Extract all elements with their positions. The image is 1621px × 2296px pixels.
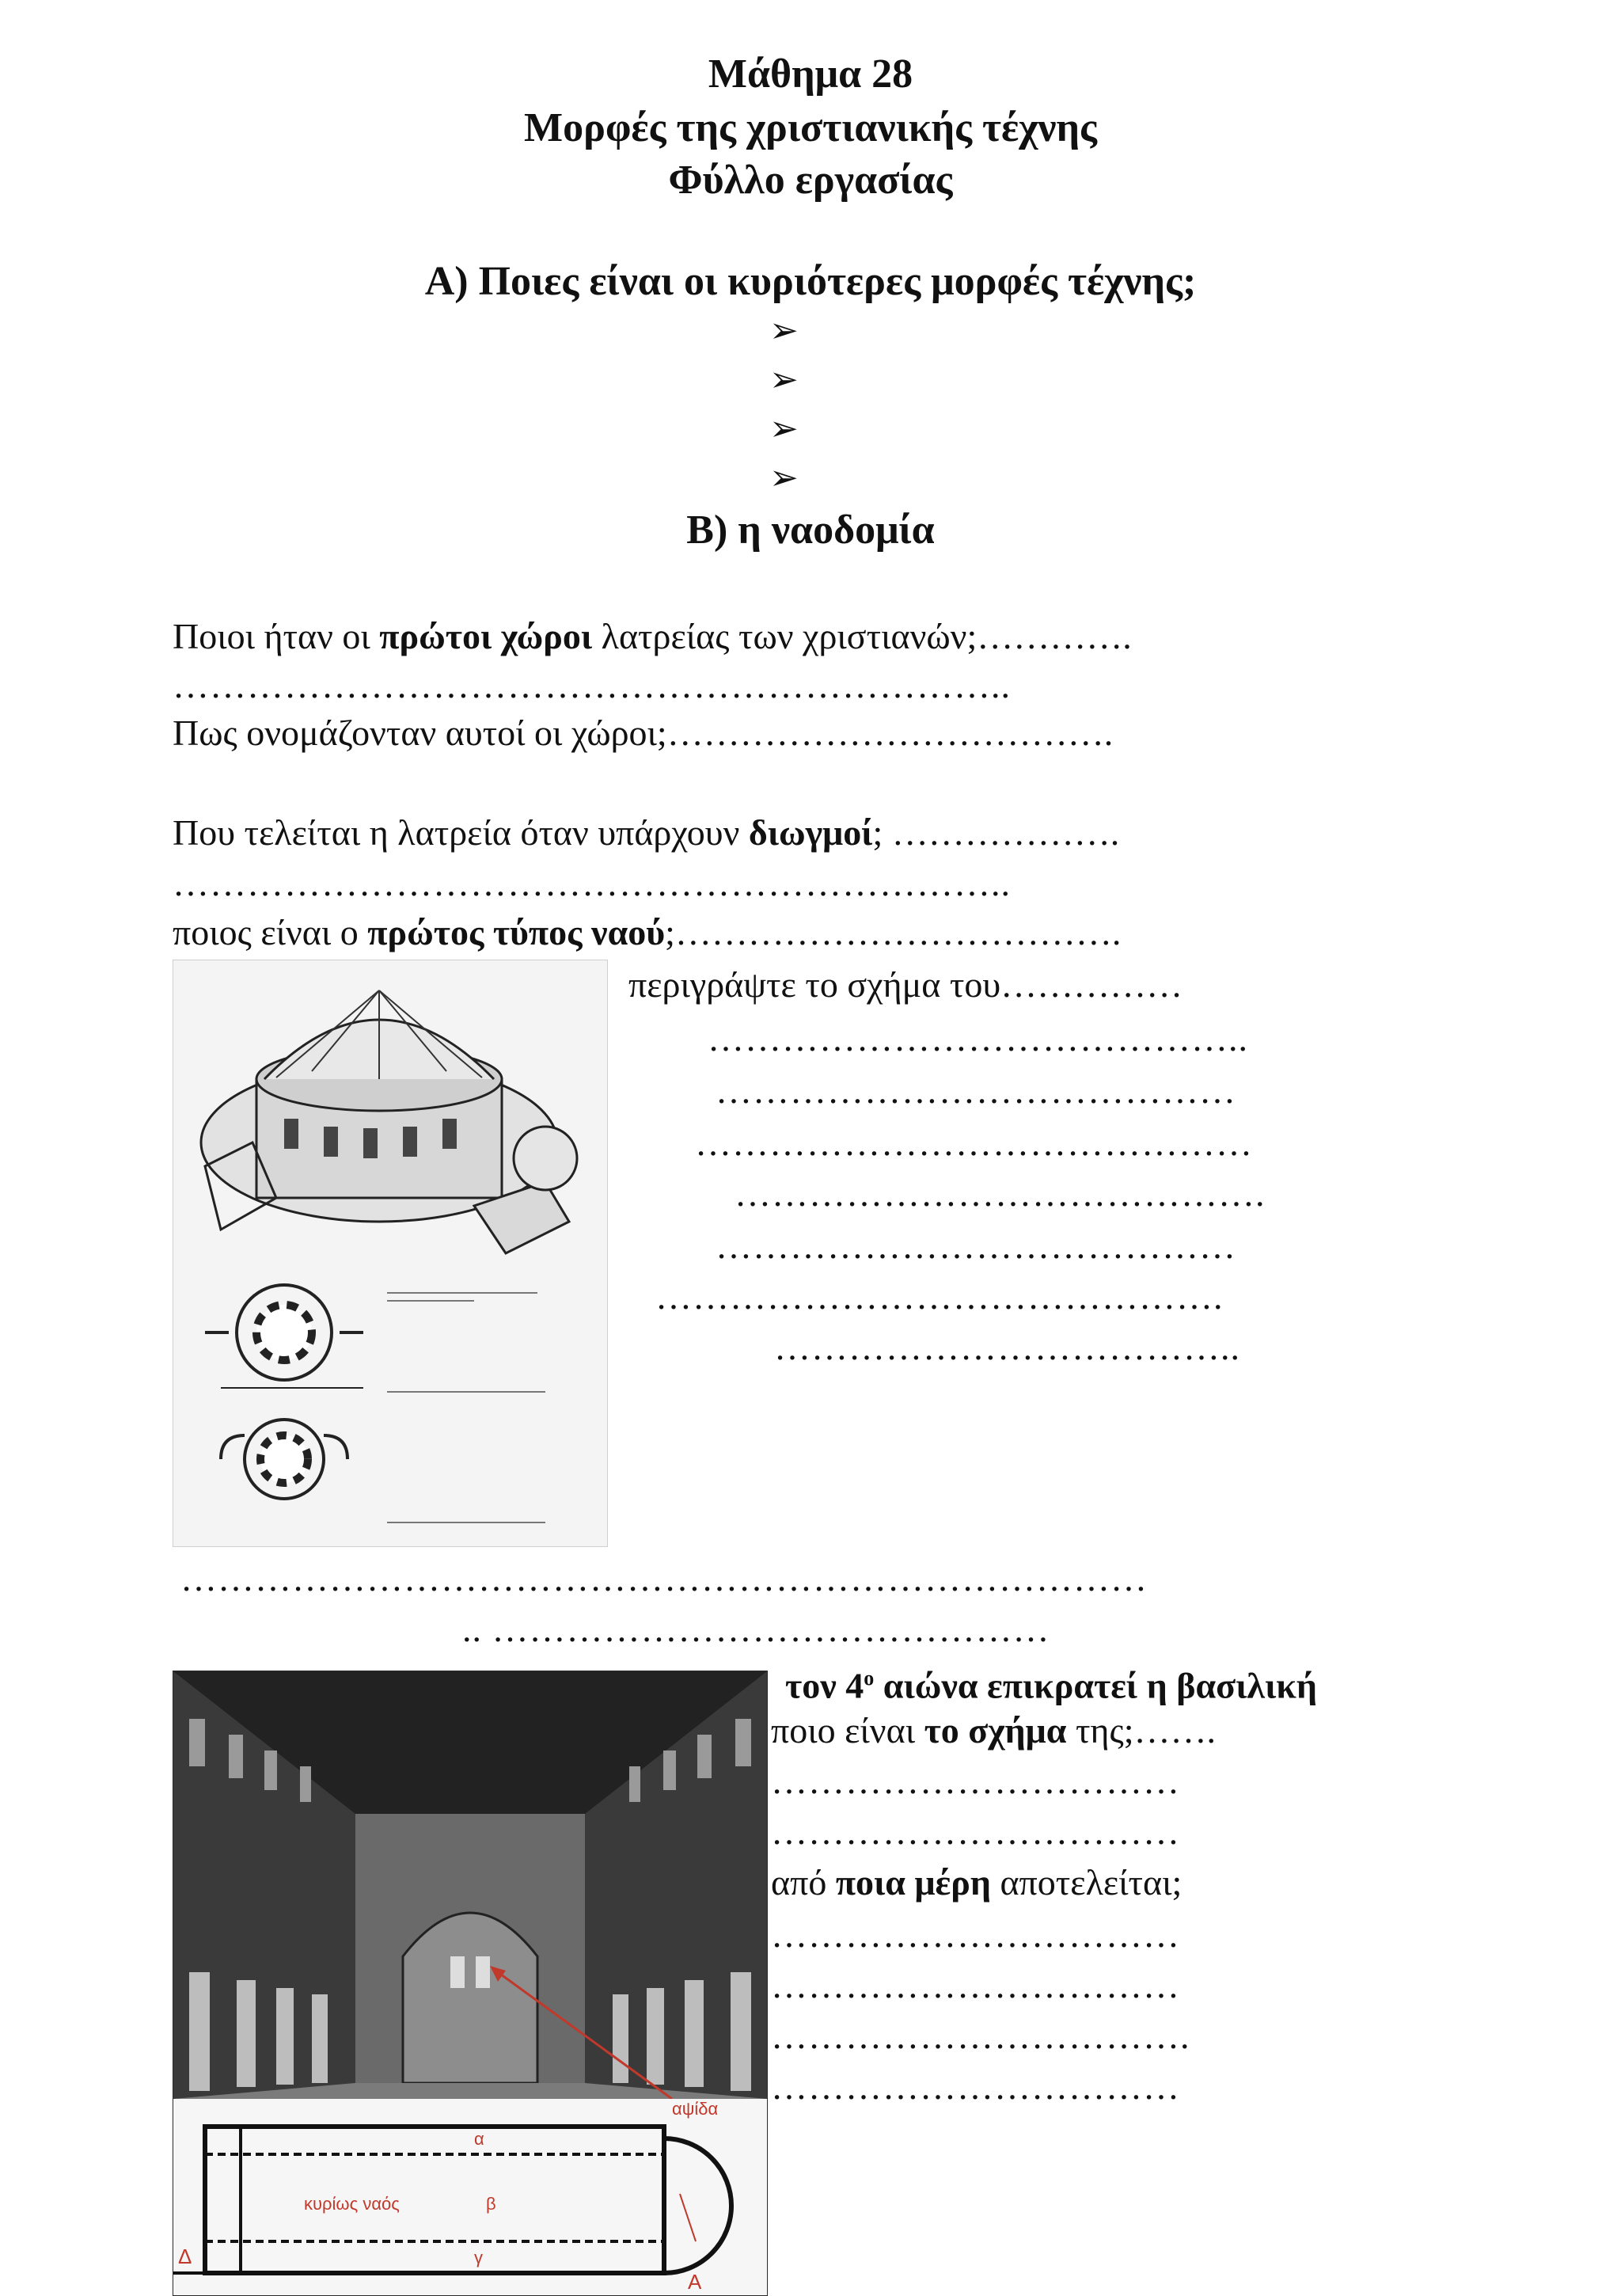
basilica-parts-answer-line: …………………………… bbox=[771, 1914, 1180, 1955]
answer-line-full-continued: .. ……………………………………… bbox=[462, 1609, 1050, 1649]
basilica-parts-answer-line: ……………………………. bbox=[771, 2016, 1190, 2056]
question-basilica-parts: από ποια μέρη αποτελείται; bbox=[771, 1862, 1183, 1903]
describe-answer-line: …………………………………….. bbox=[708, 1018, 1248, 1059]
answer-line: ………………………………………………………….. bbox=[173, 665, 1011, 705]
basilica-heading: τον $4^o$ αιώνα επικρατεί η βασιλική bbox=[785, 1665, 1317, 1706]
basilica-parts-answer-line: …………………………… bbox=[771, 1965, 1180, 2005]
bullet-arrow-icon: ➢ bbox=[769, 311, 799, 350]
plan-label-east: Α bbox=[688, 2270, 702, 2294]
basilica-shape-answer-line: …………………………… bbox=[771, 1811, 1180, 1852]
plan-label-apse: αψίδα bbox=[672, 2099, 719, 2119]
describe-answer-line: ………………………………………. bbox=[655, 1276, 1224, 1317]
describe-answer-line: ……………………………………. bbox=[735, 1173, 1266, 1214]
describe-answer-line: …………………………………… bbox=[716, 1226, 1236, 1266]
describe-shape-prompt: περιγράψτε το σχήμα του…………… bbox=[628, 964, 1183, 1005]
answer-line: ………………………………………………………….. bbox=[173, 863, 1011, 903]
describe-answer-line: …………………………………… bbox=[716, 1070, 1236, 1111]
plan-label-nave: κυρίως ναός bbox=[304, 2194, 400, 2214]
question-basilica-shape: ποιο είναι το σχήμα της;……. bbox=[771, 1710, 1216, 1751]
describe-answer-line: ……………………………….. bbox=[774, 1327, 1240, 1367]
question-first-spaces: Ποιοι ήταν οι πρώτοι χώροι λατρείας των χριστιανών;…………. bbox=[173, 616, 1132, 656]
bullet-arrow-icon: ➢ bbox=[769, 458, 799, 497]
question-space-names: Πως ονομάζονταν αυτοί οι χώροι;………………………………. bbox=[173, 713, 1114, 753]
basilica-figure bbox=[173, 1671, 768, 2296]
plan-label-alpha: α bbox=[474, 2129, 484, 2149]
section-a-heading: Α) Ποιες είναι οι κυριότερες μορφές τέχνης; bbox=[424, 259, 1197, 304]
basilica-shape-answer-line: …………………………… bbox=[771, 1761, 1180, 1801]
section-b-heading: Β) η ναοδομία bbox=[686, 507, 935, 553]
worksheet-label: Φύλλο εργασίας bbox=[668, 158, 953, 203]
bullet-arrow-icon: ➢ bbox=[769, 409, 799, 448]
lesson-subject: Μορφές της χριστιανικής τέχνης bbox=[524, 105, 1097, 150]
lesson-title: Μάθημα 28 bbox=[708, 51, 913, 97]
answer-line-full: …………………………………………………………………… bbox=[180, 1558, 1148, 1598]
plan-label-gamma: γ bbox=[474, 2248, 483, 2267]
bullet-arrow-icon: ➢ bbox=[769, 360, 799, 399]
describe-answer-line: ……………………………………… bbox=[695, 1123, 1253, 1163]
rotunda-figure bbox=[173, 960, 608, 1547]
question-first-church-type: ποιος είναι ο πρώτος τύπος ναού;………………………………. bbox=[173, 912, 1122, 952]
plan-label-beta: β bbox=[486, 2194, 496, 2214]
basilica-parts-answer-line: …………………………… bbox=[771, 2066, 1180, 2107]
question-persecutions: Που τελείται η λατρεία όταν υπάρχουν διωγμοί; ………………. bbox=[173, 812, 1120, 853]
plan-label-west: Δ bbox=[178, 2245, 192, 2268]
